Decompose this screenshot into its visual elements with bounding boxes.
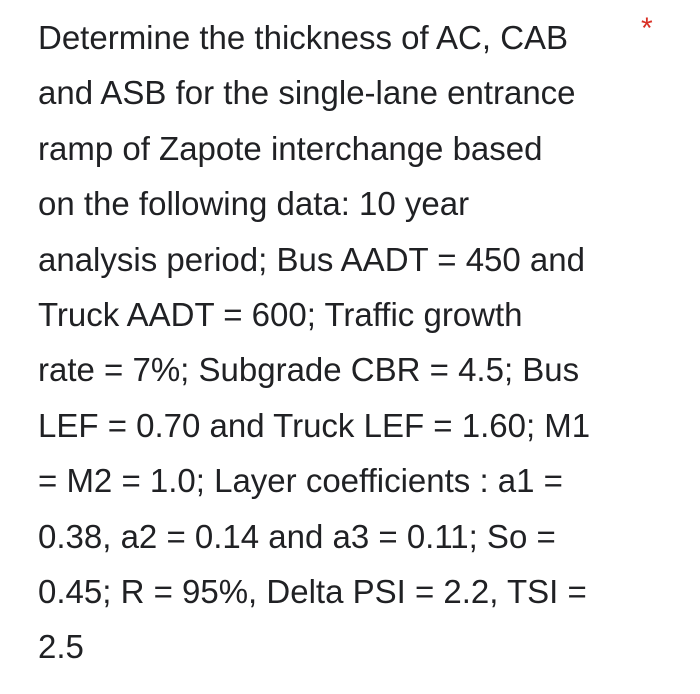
- question-line-7: rate = 7%; Subgrade CBR = 4.5; Bus: [38, 351, 580, 389]
- question-line-12: 2.5: [38, 628, 84, 666]
- required-asterisk: *: [641, 12, 653, 45]
- question-line-1: Determine the thickness of AC, CAB: [38, 19, 569, 56]
- question-line-9: = M2 = 1.0; Layer coefficients : a1 =: [38, 462, 563, 500]
- question-line-5: analysis period; Bus AADT = 450 and: [38, 240, 585, 278]
- question-line-11: 0.45; R = 95%, Delta PSI = 2.2, TSI =: [38, 573, 587, 611]
- question-line-10: 0.38, a2 = 0.14 and a3 = 0.11; So =: [38, 517, 556, 555]
- question-title: [38, 10, 638, 675]
- question-line-2: and ASB for the single-lane entrance: [38, 74, 576, 112]
- question-line-6: Truck AADT = 600; Traffic growth: [38, 296, 523, 334]
- question-line-3: ramp of Zapote interchange based: [38, 129, 543, 167]
- question-line-4: on the following data: 10 year: [38, 185, 470, 223]
- question-line-8: LEF = 0.70 and Truck LEF = 1.60; M1: [38, 406, 591, 444]
